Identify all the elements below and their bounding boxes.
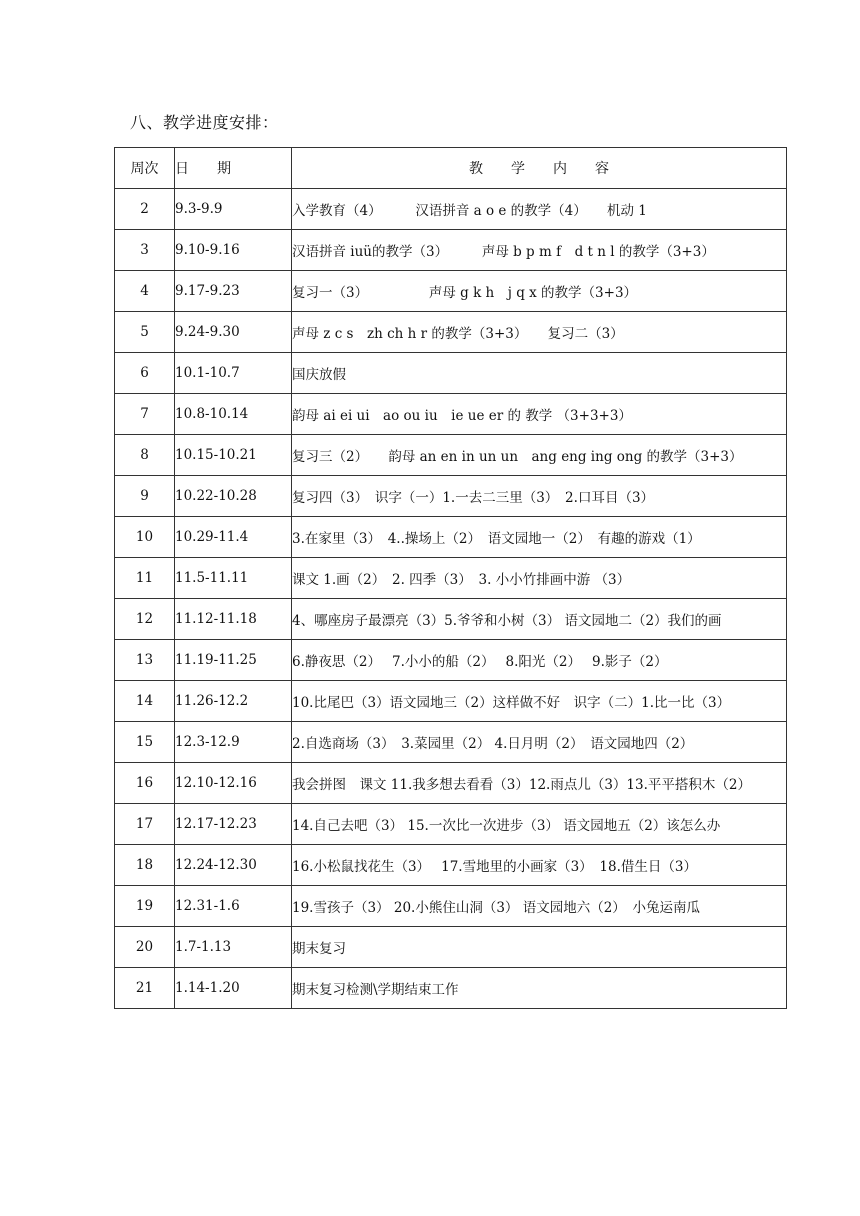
week-cell: 3 [115,230,175,271]
date-cell: 12.3-12.9 [175,722,292,763]
date-cell: 11.19-11.25 [175,640,292,681]
table-row [115,804,787,845]
date-cell: 9.17-9.23 [175,271,292,312]
table-row [115,722,787,763]
header-week: 周次 [115,148,175,189]
table-row [115,845,787,886]
table-row [115,394,787,435]
date-cell: 9.10-9.16 [175,230,292,271]
content-cell: 10.比尾巴（3）语文园地三（2）这样做不好 识字（二）1.比一比（3） [292,681,787,722]
date-cell: 10.22-10.28 [175,476,292,517]
content-cell: 2.自选商场（3） 3.菜园里（2） 4.日月明（2） 语文园地四（2） [292,722,787,763]
week-cell: 18 [115,845,175,886]
date-cell: 11.12-11.18 [175,599,292,640]
table-row [115,886,787,927]
table-row [115,230,787,271]
date-cell: 11.26-12.2 [175,681,292,722]
table-row [115,312,787,353]
date-cell: 9.24-9.30 [175,312,292,353]
content-cell: 16.小松鼠找花生（3） 17.雪地里的小画家（3） 18.借生日（3） [292,845,787,886]
table-body [115,189,787,1009]
content-cell: 复习三（2） 韵母 an en in un un ang eng ing ong 的教学（3+3） [292,435,787,476]
table-row [115,476,787,517]
table-row [115,558,787,599]
week-cell: 11 [115,558,175,599]
content-cell: 4、哪座房子最漂亮（3）5.爷爷和小树（3） 语文园地二（2）我们的画 [292,599,787,640]
week-cell: 20 [115,927,175,968]
week-cell: 10 [115,517,175,558]
week-cell: 17 [115,804,175,845]
table-row [115,927,787,968]
content-cell: 6.静夜思（2） 7.小小的船（2） 8.阳光（2） 9.影子（2） [292,640,787,681]
week-cell: 4 [115,271,175,312]
week-cell: 6 [115,353,175,394]
date-cell: 12.10-12.16 [175,763,292,804]
content-cell: 3.在家里（3） 4..操场上（2） 语文园地一（2） 有趣的游戏（1） [292,517,787,558]
table-row [115,640,787,681]
week-cell: 16 [115,763,175,804]
date-cell: 11.5-11.11 [175,558,292,599]
content-cell: 期末复习 [292,927,787,968]
table-row [115,968,787,1009]
content-cell: 期末复习检测\学期结束工作 [292,968,787,1009]
content-cell: 19.雪孩子（3） 20.小熊住山洞（3） 语文园地六（2） 小兔运南瓜 [292,886,787,927]
schedule-table [114,147,787,1009]
week-cell: 14 [115,681,175,722]
content-cell: 我会拼图 课文 11.我多想去看看（3）12.雨点儿（3）13.平平搭积木（2） [292,763,787,804]
week-cell: 13 [115,640,175,681]
week-cell: 5 [115,312,175,353]
date-cell: 10.8-10.14 [175,394,292,435]
week-cell: 2 [115,189,175,230]
content-cell: 声母 z c s zh ch h r 的教学（3+3） 复习二（3） [292,312,787,353]
table-row [115,681,787,722]
table-row [115,599,787,640]
date-cell: 10.1-10.7 [175,353,292,394]
week-cell: 19 [115,886,175,927]
table-row [115,271,787,312]
header-date: 日 期 [175,148,292,189]
content-cell: 14.自己去吧（3） 15.一次比一次进步（3） 语文园地五（2）该怎么办 [292,804,787,845]
header-content: 教 学 内 容 [292,148,787,189]
date-cell: 12.17-12.23 [175,804,292,845]
week-cell: 8 [115,435,175,476]
date-cell: 1.7-1.13 [175,927,292,968]
week-cell: 9 [115,476,175,517]
content-cell: 入学教育（4） 汉语拼音 a o e 的教学（4） 机动 1 [292,189,787,230]
table-row [115,435,787,476]
content-cell: 课文 1.画（2） 2. 四季（3） 3. 小小竹排画中游 （3） [292,558,787,599]
content-cell: 韵母 ai ei ui ao ou iu ie ue er 的 教学 （3+3+3） [292,394,787,435]
content-cell: 复习一（3） 声母 g k h j q x 的教学（3+3） [292,271,787,312]
content-cell: 汉语拼音 iuü的教学（3） 声母 b p m f d t n l 的教学（3+3） [292,230,787,271]
table-header-row [115,148,787,189]
content-cell: 复习四（3） 识字（一）1.一去二三里（3） 2.口耳目（3） [292,476,787,517]
content-cell: 国庆放假 [292,353,787,394]
date-cell: 10.15-10.21 [175,435,292,476]
week-cell: 15 [115,722,175,763]
date-cell: 1.14-1.20 [175,968,292,1009]
date-cell: 10.29-11.4 [175,517,292,558]
table-row [115,763,787,804]
week-cell: 12 [115,599,175,640]
date-cell: 9.3-9.9 [175,189,292,230]
table-row [115,353,787,394]
date-cell: 12.24-12.30 [175,845,292,886]
week-cell: 21 [115,968,175,1009]
section-heading: 八、教学进度安排： [130,113,279,132]
date-cell: 12.31-1.6 [175,886,292,927]
week-cell: 7 [115,394,175,435]
table-row [115,189,787,230]
table-row [115,517,787,558]
